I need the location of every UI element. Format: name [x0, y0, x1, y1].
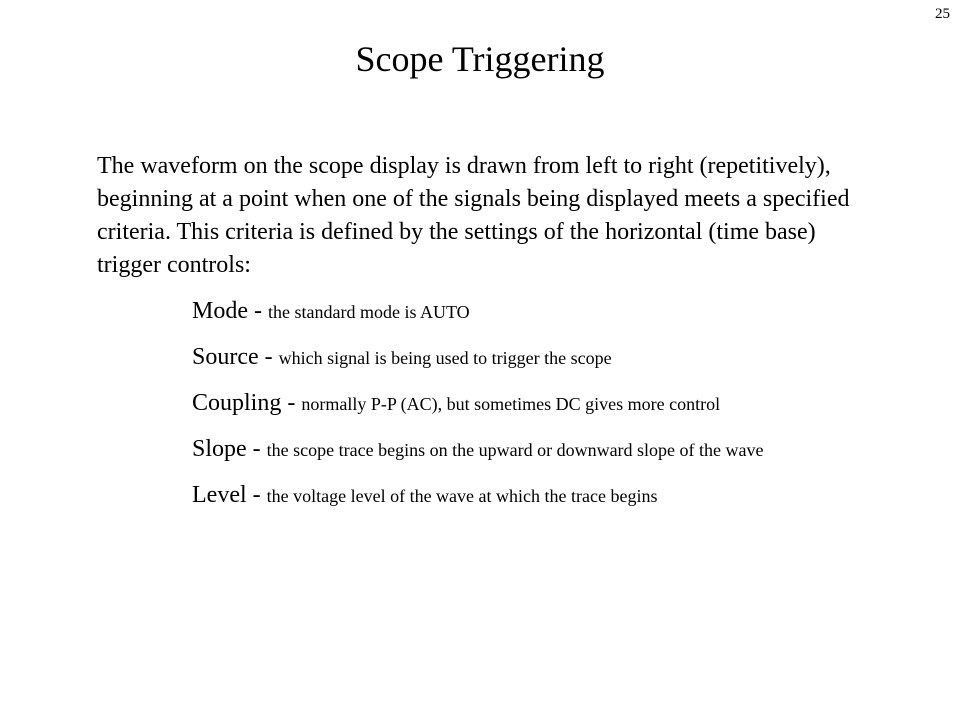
intro-paragraph: The waveform on the scope display is drawn from left to right (repetitively), beginning at a point when one of the signals being displayed meets a specified criteria. This criteria is defined by the settings of the horizontal (time base) trigger controls: [97, 153, 850, 278]
control-description: normally P-P (AC), but sometimes DC gives more control [301, 394, 721, 414]
control-name: Coupling - [192, 390, 302, 416]
control-description: the standard mode is AUTO [267, 302, 470, 322]
control-item-mode [192, 295, 932, 341]
control-name: Level - [192, 482, 267, 508]
slide-title: Scope Triggering [355, 39, 605, 79]
control-name: Source - [192, 344, 279, 370]
control-name: Mode - [192, 298, 268, 324]
control-description: the voltage level of the wave at which the trace begins [266, 486, 658, 506]
control-name: Slope - [192, 436, 267, 462]
control-item-source [192, 341, 932, 387]
control-description: the scope trace begins on the upward or downward slope of the wave [266, 440, 764, 460]
control-item-coupling [192, 387, 932, 433]
control-item-slope [192, 433, 932, 479]
trigger-controls-list [192, 295, 932, 525]
control-item-level [192, 479, 932, 525]
slide-number: 25 [935, 6, 950, 22]
control-description: which signal is being used to trigger the scope [278, 348, 612, 368]
